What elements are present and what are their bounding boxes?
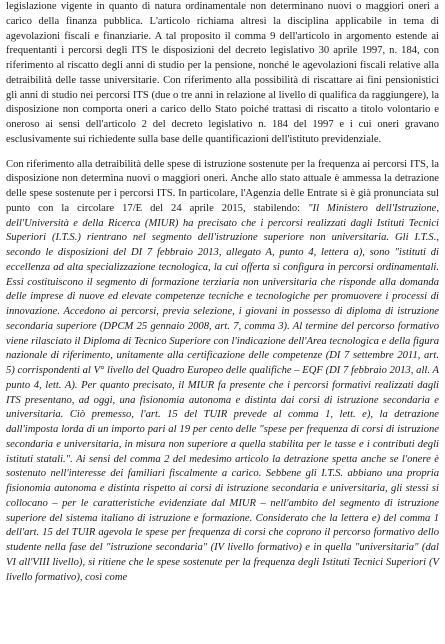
circolare-quotation: "Il Ministero dell'Istruzione, dell'Università e della Ricerca (MIUR) ha precisato che i percorsi realizzati dagli Istituti Tecnici Superiori (I.T.S.) rientrano nel segmento dell'istruzione superiore non universitaria. Gli I.T.S., secondo le disposizioni del DI 7 febbraio 2013, allegato A, punto 4, lettera a), sono "istituti di eccellenza ad alta specializzazione tecnologica, la cui offerta si configura in percorsi ordinamentali. Essi costituiscono il segmento di formazione terziaria non universitaria che risponde alla domanda delle imprese di nuove ed elevate competenze tecniche e tecnologiche per promuovere i processi di innovazione. Accedono ai percorsi, previa selezione, i giovani in possesso di diploma di istruzione secondaria superiore (DPCM 25 gennaio 2008, art. 7, comma 3). Al termine del percorso formativo viene rilasciato il Diploma di Tecnico Superiore con l'indicazione dell'Area tecnologica e della figura nazionale di riferimento, unitamente alla certificazione delle competenze (DI 7 settembre 2011, art. 5) corrispondenti al V° livello del Quadro Europeo delle qualifiche – EQF (DI 7 febbraio 2013, all. A punto 4, lett. A). Per quanto precisato, il MIUR fa presente che i percorsi formativi realizzati dagli ITS presentano, ad oggi, una fisionomia autonoma e distinta dai corsi di istruzione secondaria e universitaria. Ciò premesso, l'art. 15 del TUIR prevede al comma 1, lett. e), la detrazione dall'imposta lorda di un importo pari al 19 per cento delle "spese per frequenza di corsi di istruzione secondaria e universitaria, in misura non superiore a quella stabilita per le tasse e i contributi degli istituti statali.". Ai sensi del comma 2 del medesimo articolo la detrazione spetta anche se l'onere è sostenuto nell'interesse dei familiari fiscalmente a carico. Sebbene gli I.T.S. abbiano una propria fisionomia autonoma e distinta rispetto ai corsi di istruzione secondaria e universitaria, gli stessi si collocano – per le caratteristiche evidenziate dal MIUR – nell'ambito del segmento di istruzione superiore del sistema italiano di istruzione e formazione. Considerato che la lettera e) del comma 1 dell'art. 15 del TUIR agevola le spese per frequenza di corsi che coprono il percorso formativo dello studente nella fase del "istruzione secondaria" (IV livello formativo) e in quella "universitaria" (dal VI all'VIII livello), si ritiene che le spese sostenute per la frequenza degli Istituti Tecnici Superiori (V livello formativo), così come: [6, 202, 439, 583]
paragraph-text: legislazione vigente in quanto di natura ordinamentale non determinano nuovi o maggiori oneri a carico della finanza pubblica. L'articolo richiama altresì la disciplina applicabile in tema di agevolazioni fiscali e finanziarie. A tal proposito il comma 9 dell'articolo in argomento estende ai frequentanti i percorsi degli ITS le disposizioni del decreto legislativo 30 aprile 1997, n. 184, con riferimento al riscatto degli anni di studio per la pensione, nonché le agevolazioni fiscali relative alla detraibilità delle tasse universitarie. Con riferimento alla possibilità di riscattare ai fini pensionistici gli anni di studio nei percorsi ITS (due o tre anni in relazione al livello di qualifica da raggiungere), la disposizione non comporta oneri a carico dello Stato poiché trattasi di riscatto a titolo volontario e oneroso ai sensi dell'articolo 2 del decreto legislativo n. 184 del 1997 e i cui oneri gravano esclusivamente sui richiedente sulla base delle quantificazioni dell'istituto previdenziale.: [6, 1, 439, 145]
paragraph-text: Con riferimento alla detraibilità delle spese di istruzione sostenute per la frequenza ai percorsi ITS, la disposizione non determina nuovi o maggiori oneri. Anche allo stato attuale è ammessa la detrazione delle spese sostenute per i percorsi ITS. In particolare, l'Agenzia delle Entrate si è già pronunciata sul punto con la circolare 17/E del 24 aprile 2015, stabilendo:: [6, 158, 439, 214]
paragraph-riscatto-detrazioni: [6, 0, 439, 148]
paragraph-detraibilita-spese: [6, 158, 439, 586]
